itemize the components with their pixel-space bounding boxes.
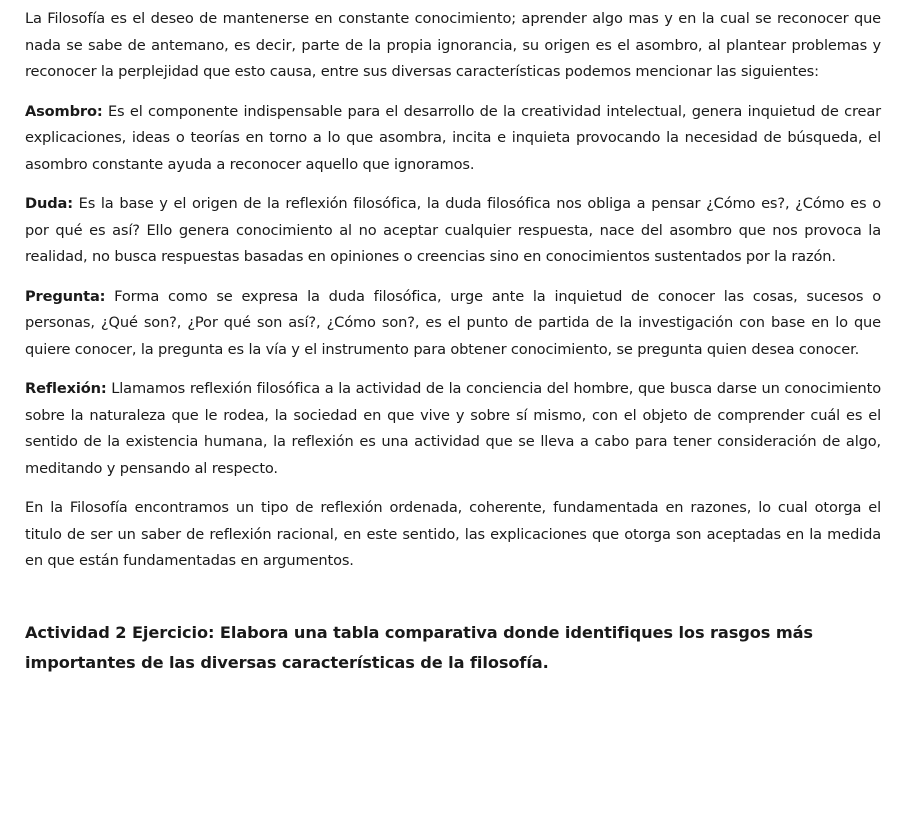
characteristic-term: Reflexión: [25,380,107,397]
characteristic-reflexion [25,376,881,482]
activity-instruction: Actividad 2 Ejercicio: Elabora una tabla comparativa donde identifiques los rasgos más importantes de las diversas características de la filosofía. [25,622,813,672]
characteristic-text: Llamamos reflexión filosófica a la actividad de la conciencia del hombre, que busca darse un conocimiento sobre la naturaleza que le rodea, la sociedad en que vive y sobre sí mismo, con el objeto de comprender cuál es el sentido de la existencia humana, la reflexión es una actividad que se lleva a cabo para tener consideración de algo, meditando y pensando al respecto. [25,380,881,477]
closing-paragraph: En la Filosofía encontramos un tipo de reflexión ordenada, coherente, fundamentada en razones, lo cual otorga el titulo de ser un saber de reflexión racional, en este sentido, las explicaciones que otorga son aceptadas en la medida en que están fundamentadas en argumentos. [25,499,881,569]
document-page [25,6,881,694]
characteristic-pregunta [25,284,881,364]
characteristic-text: Es la base y el origen de la reflexión filosófica, la duda filosófica nos obliga a pensar ¿Cómo es?, ¿Cómo es o por qué es así? Ello genera conocimiento al no aceptar cualquier respuesta, nace del asombro que nos provoca la realidad, no busca respuestas basadas en opiniones o creencias sino en conocimientos sustentados por la razón. [25,195,881,265]
characteristic-term: Asombro: [25,102,103,120]
characteristic-asombro [25,99,881,179]
characteristic-text: Forma como se expresa la duda filosófica, urge ante la inquietud de conocer las cosas, sucesos o personas, ¿Qué son?, ¿Por qué son así?, ¿Cómo son?, es el punto de partida de la investigación con base en lo que quiere conocer, la pregunta es la vía y el instrumento para obtener conocimiento, se pregunta quien desea conocer. [25,287,881,358]
characteristic-text: Es el componente indispensable para el desarrollo de la creatividad intelectual, genera inquietud de crear explicaciones, ideas o teorías en torno a lo que asombra, incita e inquieta provocando la necesidad de búsqueda, el asombro constante ayuda a reconocer aquello que ignoramos. [25,102,881,173]
characteristic-term: Pregunta: [25,287,106,305]
characteristic-duda [25,191,881,271]
intro-paragraph: La Filosofía es el deseo de mantenerse en constante conocimiento; aprender algo mas y en la cual se reconocer que nada se sabe de antemano, es decir, parte de la propia ignorancia, su origen es el asombro, al plantear problemas y reconocer la perplejidad que esto causa, entre sus diversas características podemos mencionar las siguientes: [25,10,881,80]
characteristic-term: Duda: [25,195,73,212]
